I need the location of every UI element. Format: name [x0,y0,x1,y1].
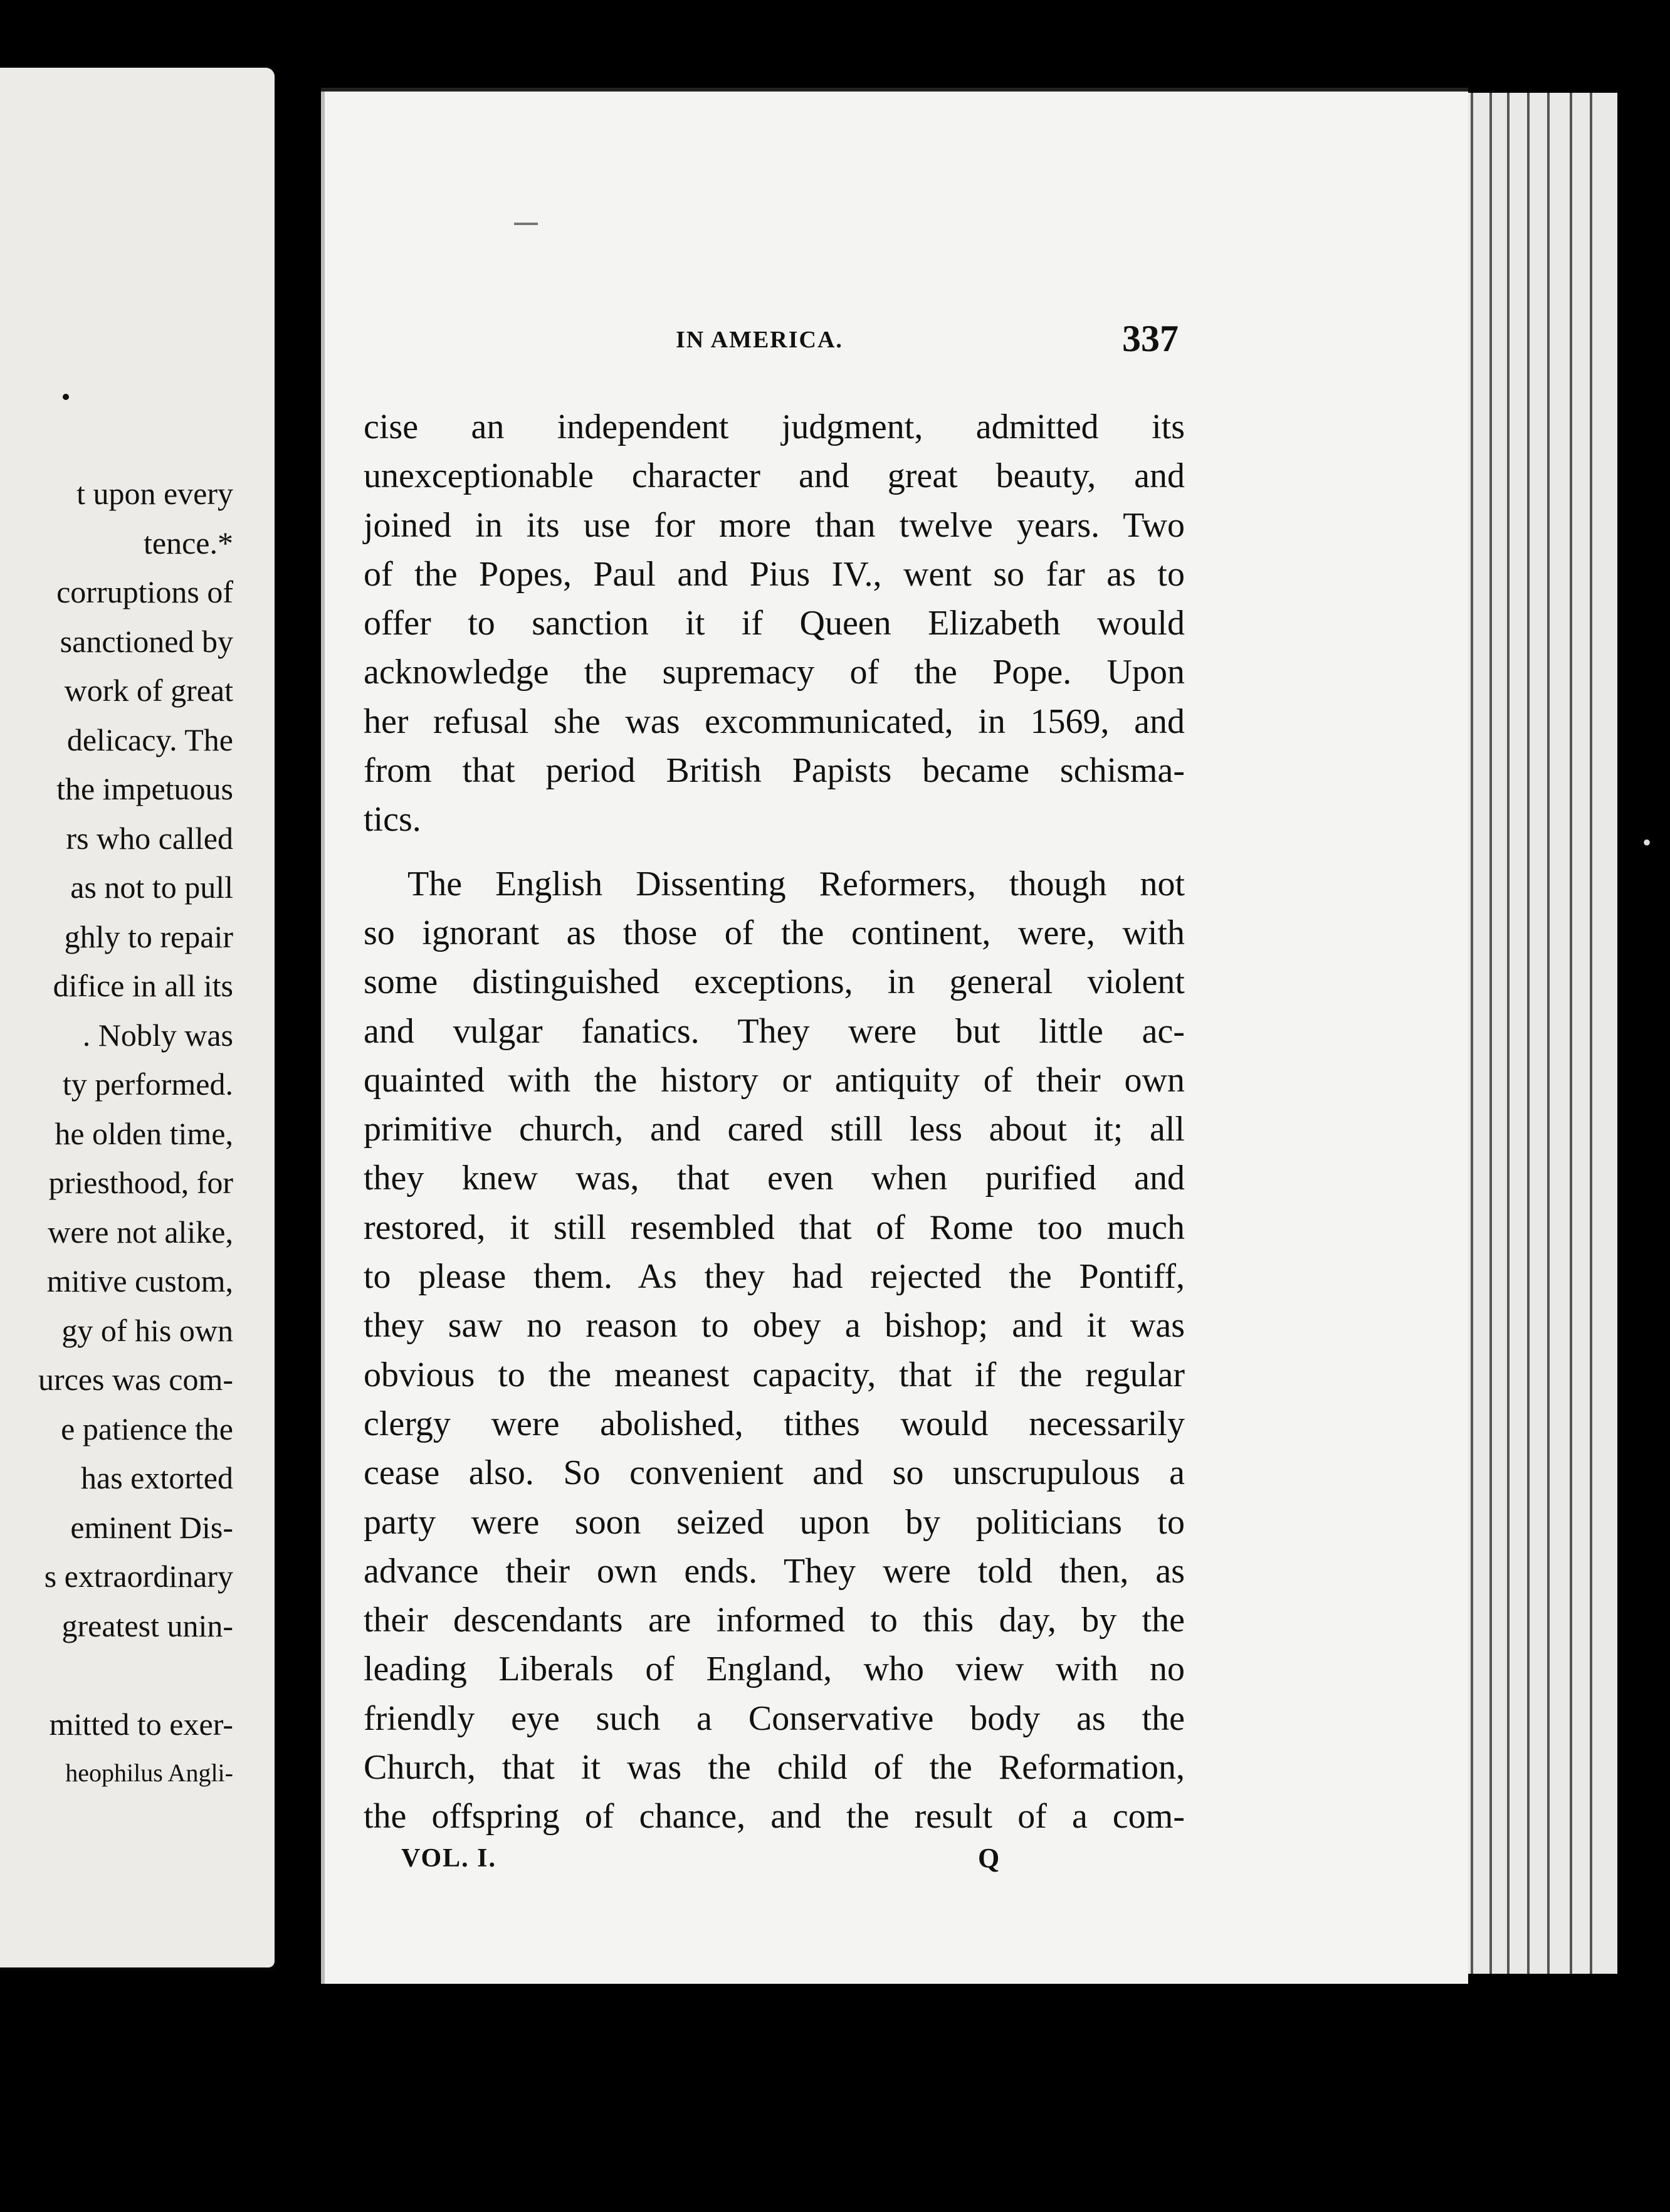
text-line: offer to sanction it if Queen Elizabeth would [364,604,1185,643]
text-line: restored, it still resembled that of Rome too much [364,1208,1185,1247]
left-line: mitive custom, [46,1263,233,1298]
left-line: gy of his own [61,1312,233,1348]
text-line: they saw no reason to obey a bishop; and it was [364,1306,1185,1346]
text-line: clergy were abolished, tithes would necessarily [364,1404,1185,1443]
left-line: t upon every [76,476,233,511]
left-line: urces was com- [38,1362,233,1397]
left-line: were not alike, [48,1214,233,1250]
text-line: joined in its use for more than twelve years. Two [364,505,1185,545]
text-line: Church, that it was the child of the Reformation, [364,1748,1185,1788]
left-page-text [0,469,233,1798]
signature-mark: Q [978,1843,1000,1873]
text-line: from that period British Papists became schisma- [364,751,1185,791]
text-line: they knew was, that even when purified and [364,1159,1185,1198]
text-line: and vulgar fanatics. They were but little ac- [364,1011,1185,1051]
running-head: IN AMERICA. [676,327,843,353]
edge-mark: • [1642,828,1652,856]
body-text [364,403,1185,1841]
left-line: difice in all its [53,968,233,1003]
left-line: priesthood, for [48,1165,233,1200]
text-line: the offspring of chance, and the result of a com- [364,1797,1185,1836]
print-mark [514,223,538,225]
text-line: cise an independent judgment, admitted its [364,408,1185,446]
text-line: The English Dissenting Reformers, though not [407,864,1185,903]
text-line: tics. [364,800,421,840]
left-footnote: heophilus Angli- [65,1759,233,1787]
left-line [0,1650,233,1700]
left-line: delicacy. The [66,722,233,757]
text-line: quainted with the history or antiquity of their own [364,1060,1185,1100]
left-line: rs who called [66,820,233,856]
page-edge-stack [1453,93,1615,1974]
left-line: the impetuous [56,771,233,806]
left-line: corruptions of [56,574,233,609]
left-line: as not to pull [70,870,233,905]
left-line: s extraordinary [44,1559,233,1594]
text-line: some distinguished exceptions, in general violent [364,962,1185,1002]
left-line: he olden time, [55,1115,233,1151]
text-line: her refusal she was excommunicated, in 1569, and [364,702,1185,741]
left-page [0,68,275,1967]
left-line: mitted to exer- [49,1706,233,1742]
left-line: work of great [64,673,233,708]
page-number: 337 [1122,318,1179,359]
text-line: of the Popes, Paul and Pius IV., went so far as to [364,554,1185,594]
text-line: cease also. So convenient and so unscrupulous a [364,1453,1185,1493]
text-line: their descendants are informed to this day, by the [364,1601,1185,1640]
text-line: primitive church, and cared still less about it; all [364,1110,1185,1149]
left-line: tence.* [144,525,233,561]
left-line: greatest unin- [61,1608,233,1643]
text-line: friendly eye such a Conservative body as the [364,1698,1185,1738]
left-line: sanctioned by [60,623,233,659]
left-page-mark [63,394,69,400]
text-line: party were soon seized upon by politicians to [364,1502,1185,1542]
text-line: advance their own ends. They were told then, as [364,1551,1185,1591]
text-line: unexceptionable character and great beauty, and [364,456,1185,496]
volume-mark: VOL. I. [401,1844,497,1873]
left-line: e patience the [61,1411,233,1446]
left-line: eminent Dis- [70,1509,233,1545]
text-line: leading Liberals of England, who view with no [364,1650,1185,1689]
left-line: ghly to repair [64,919,233,954]
text-line: so ignorant as those of the continent, were, with [364,913,1185,952]
left-line: has extorted [81,1460,233,1495]
left-line: ty performed. [62,1066,233,1102]
left-line: . Nobly was [82,1017,233,1053]
text-line: obvious to the meanest capacity, that if the regular [364,1355,1185,1394]
text-line: acknowledge the supremacy of the Pope. Upon [364,653,1185,692]
text-line: to please them. As they had rejected the Pontiff, [364,1257,1185,1297]
